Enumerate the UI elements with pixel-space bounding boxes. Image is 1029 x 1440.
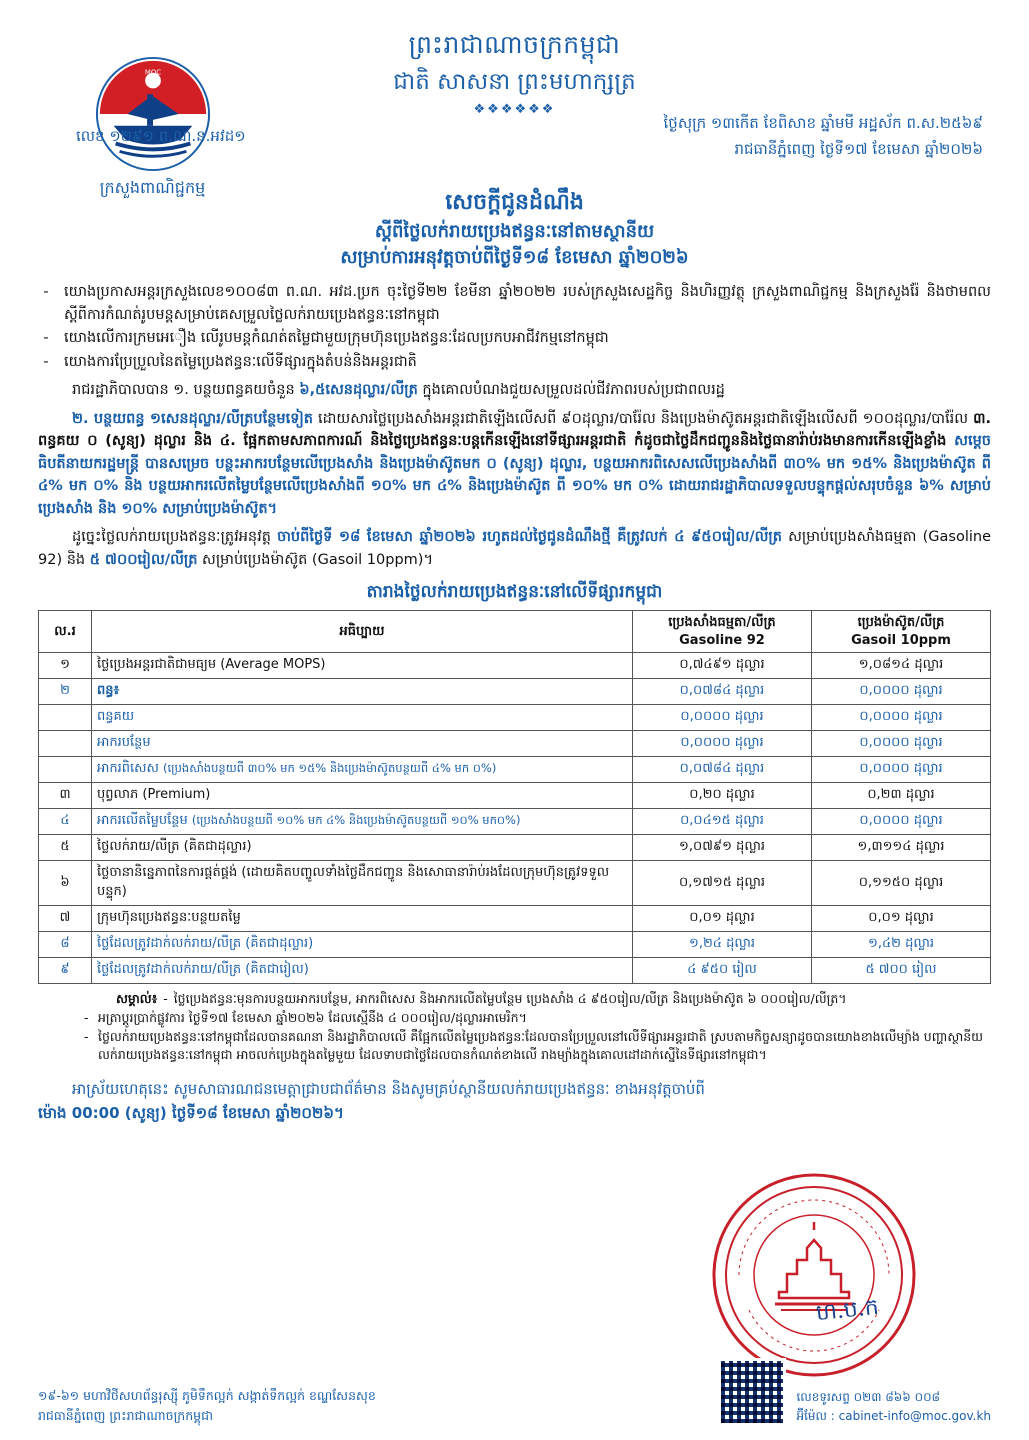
p2-highlight-a: ២. បន្ថយពន្ធ ១សេនដុល្លារ/លីត្របន្ថែមទៀត xyxy=(72,410,313,427)
notes-label: សម្គាល់៖ xyxy=(116,991,158,1007)
p1-mid: ក្នុងគោលបំណងជួយសម្រួលដល់ជីវភាពរបស់ប្រជាពលរដ្ឋ xyxy=(417,382,725,399)
p3-gasoil-price: ៥ ៧០០រៀល/លីត្រ xyxy=(89,551,198,568)
footer-address xyxy=(38,1386,376,1426)
row-v1: ០,០៧៨៤ ដុល្លារ xyxy=(633,757,812,783)
footer-contact xyxy=(718,1358,991,1426)
row-no: ៦ xyxy=(39,861,92,906)
row-v2: ០,០១ ដុល្លារ xyxy=(812,906,991,932)
row-desc-main: ថ្លៃដែលត្រូវដាក់លក់រាយ/លីត្រ (គិតជាដុល្លារ) xyxy=(97,936,314,952)
date-khmer-calendar: ថ្ងៃសុក្រ ១៣កើត ខែពិសាខ ឆ្នាំមមី អដ្ឋស័ក ព.ស.២៥៦៩ xyxy=(663,114,983,133)
date-block xyxy=(664,111,983,162)
row-no: ៩ xyxy=(39,958,92,984)
table-row xyxy=(39,783,991,809)
reference-number: លេខ ១២៩១ ព.ណ.ន.អវដ១ xyxy=(76,127,246,146)
row-no: ៥ xyxy=(39,835,92,861)
row-no: ៤ xyxy=(39,809,92,835)
p2-text-b: ដោយសារថ្លៃប្រេងសាំងអន្តរជាតិឡើងលើសពី ៩០ដុល្លារ/បារ៉ែល និងប្រេងម៉ាស៊ូតអន្តរជាតិឡើងលើសពី ១០០ដុល្លារ/បារ៉ែល xyxy=(312,410,974,427)
row-v1: ០,៧៤៩១ ដុល្លារ xyxy=(633,653,812,679)
row-desc-main: អាករបន្ថែម xyxy=(97,735,151,751)
reference-date-row xyxy=(38,114,991,181)
row-v2: ០,០០០០ ដុល្លារ xyxy=(812,809,991,835)
reference-bullet-2: យោងលើការក្រមអេឿង លើរូបមន្តកំណត់តម្លៃជាមួយក្រុមហ៊ុនប្រេងឥន្ធនៈដែលប្រកបអាជីវកម្មនៅកម្ពុជា xyxy=(64,330,609,347)
paragraph-3 xyxy=(38,526,991,571)
table-row xyxy=(39,958,991,984)
ornament-divider: ❖❖❖❖❖❖ xyxy=(473,102,556,118)
row-v2: ០,១១៥០ ដុល្លារ xyxy=(812,861,991,906)
p1-value: ៦,៥សេនដុល្លារ/លីត្រ xyxy=(299,382,418,399)
row-desc-main: ថ្លៃលក់រាយ/លីត្រ (គិតជាដុល្លារ) xyxy=(97,839,252,855)
th-no: ល.រ xyxy=(39,611,92,653)
row-no: ៣ xyxy=(39,783,92,809)
table-row xyxy=(39,835,991,861)
row-v2: ៥ ៧០០ រៀល xyxy=(812,958,991,984)
row-desc xyxy=(92,958,633,984)
row-desc xyxy=(92,906,633,932)
footer-phone: លេខទូរសព្ទ ០២៣ ៨៦៦ ០០៨ xyxy=(796,1389,941,1404)
footer-email: អ៊ីម៉ែល : cabinet-info@moc.gov.kh xyxy=(796,1408,991,1423)
row-v1: ៤ ៩៥០ រៀល xyxy=(633,958,812,984)
closing-line-2: ម៉ោង 00:00 (សូន្យ) ថ្ងៃទី១៨ ខែមេសា ឆ្នាំ២០២៦។ xyxy=(38,1104,344,1123)
table-row xyxy=(39,757,991,783)
note-dash: - xyxy=(84,1028,89,1044)
table-row xyxy=(39,731,991,757)
bullet-dash: - xyxy=(43,353,49,370)
row-desc-main: បុព្វលាភ (Premium) xyxy=(97,787,211,803)
row-desc xyxy=(92,783,633,809)
row-desc-main: ថ្លៃប្រេងអន្តរជាតិជាមធ្យម (Average MOPS) xyxy=(97,657,326,673)
list-item xyxy=(38,327,991,349)
row-v2: ១,០៨១៤ ដុល្លារ xyxy=(812,653,991,679)
table-row xyxy=(39,932,991,958)
p2-decision: សម្ដេចធិបតីនាយករដ្ឋមន្ត្រី បានសម្រេច បន្ថះអាករបន្ថែមលើប្រេងសាំង និងប្រេងម៉ាស៊ូតមក ០ (សូន្យ) ដុល្លារ, បន្ថយអាករពិសេសលើប្រេងសាំងពី ៣០% មក ១៥% និងប្រេងម៉ាស៊ូត ពី ៤% មក ០% និង បន្ថយអាករលើតម្លៃបន្ថែមលើប្រេងសាំងពី ១០% មក ៤% និងប្រេងម៉ាស៊ូត ពី ១០% មក ០% ដោយរាជរដ្ឋាភិបាលទទួលបន្ទុកផ្ដល់សរុបចំនួន ៦% សម្រាប់ប្រេងសាំង និង ១០% សម្រាប់ប្រេងម៉ាស៊ូត។ xyxy=(38,433,991,517)
th-gasoline92-en: Gasoline 92 xyxy=(679,632,765,648)
row-no: ៨ xyxy=(39,932,92,958)
footer xyxy=(38,1358,991,1426)
row-no: ៧ xyxy=(39,906,92,932)
row-desc-main: ពន្ធ៖ xyxy=(97,683,120,699)
row-no xyxy=(39,757,92,783)
note-dash: - xyxy=(163,991,168,1007)
row-v1: ០,២០ ដុល្លារ xyxy=(633,783,812,809)
note-item-2: អត្រាប្តូរប្រាក់ផ្លូវការ ថ្ងៃទី១៧ ខែមេសា ឆ្នាំ២០២៦ ដែលស្មើនឹង ៤ ០០០រៀល/ដុល្លារអាមេរិក។ xyxy=(98,1009,527,1025)
row-desc-sub: (ប្រេងសាំងបន្ថយពី ១០% មក ៤% និងប្រេងម៉ាស៊ូតបន្ថយពី ១០% មក០%) xyxy=(191,813,521,828)
row-v2: ១,៤២ ដុល្លារ xyxy=(812,932,991,958)
list-item xyxy=(38,281,991,326)
bullet-dash: - xyxy=(43,284,49,301)
row-v1: ០,០១ ដុល្លារ xyxy=(633,906,812,932)
paragraph-2 xyxy=(38,408,991,520)
row-v2: ១,៣១១៤ ដុល្លារ xyxy=(812,835,991,861)
row-v2: ០,០០០០ ដុល្លារ xyxy=(812,731,991,757)
row-v1: ១,០៧៩១ ដុល្លារ xyxy=(633,835,812,861)
date-gregorian: រាជធានីភ្នំពេញ ថ្ងៃទី១៧ ខែមេសា ឆ្នាំ២០២៦ xyxy=(734,139,983,158)
kingdom-line-2: ជាតិ សាសនា ព្រះមហាក្សត្រ xyxy=(393,68,636,95)
price-table xyxy=(38,610,991,984)
note-line xyxy=(84,1009,991,1028)
closing-line-1: អាស្រ័យហេតុនេះ សូមសាធារណជនមេត្តាជ្រាបជាព័ត៌មាន និងសូមគ្រប់ស្ថានីយលក់រាយប្រេងឥន្ធនៈ ខាងអនុវត្តចាប់ពី xyxy=(72,1080,705,1099)
row-v1: ០,០៤១៥ ដុល្លារ xyxy=(633,809,812,835)
table-row xyxy=(39,861,991,906)
row-desc-main: ថ្លៃដែលត្រូវដាក់លក់រាយ/លីត្រ (គិតជារៀល) xyxy=(97,962,309,978)
th-description: អធិប្បាយ xyxy=(92,611,633,653)
p3-end: សម្រាប់ប្រេងម៉ាស៊ូត (Gasoil 10ppm)។ xyxy=(197,551,434,568)
note-dash: - xyxy=(84,1009,89,1025)
table-header-row xyxy=(39,611,991,653)
subtitle-1: ស្ដីពីថ្លៃលក់រាយប្រេងឥន្ធនៈនៅតាមស្ថានីយ xyxy=(374,221,655,243)
note-line xyxy=(84,1028,991,1066)
row-desc-main: អាករលើតម្លៃបន្ថែម xyxy=(97,813,192,829)
row-no: ១ xyxy=(39,653,92,679)
row-v1: ១,២៤ ដុល្លារ xyxy=(633,932,812,958)
ministry-name: ក្រសួងពាណិជ្ជកម្ម xyxy=(99,178,206,197)
row-v2: ០,០០០០ ដុល្លារ xyxy=(812,679,991,705)
row-no xyxy=(39,705,92,731)
row-desc xyxy=(92,861,633,906)
row-desc xyxy=(92,731,633,757)
list-item xyxy=(38,351,991,373)
row-desc xyxy=(92,757,633,783)
bullet-dash: - xyxy=(43,330,49,347)
p2-text-c: ៣. ពន្ធគយ ០ (សូន្យ) ដុល្លារ និង ៤. ផ្អែកតាមសភាពការណ៍ និងថ្លៃប្រេងឥន្ធនៈបន្តកើនឡើងនៅទីផ្សារអន្តរជាតិ កំដូចជាថ្លៃដឹកជញ្ជូននិងថ្លៃធានារ៉ាប់រងមានការកើនឡើងខ្លាំង xyxy=(38,410,991,450)
p1-pre: រាជរដ្ឋាភិបាលបាន ១. បន្ថយពន្ធគយចំនួន xyxy=(72,382,300,399)
subtitle-2: សម្រាប់ការអនុវត្តចាប់ពីថ្ងៃទី១៨ ខែមេសា ឆ្នាំ២០២៦ xyxy=(340,247,689,269)
row-desc-main: ថ្លៃចានានិន្នេភាពនៃការផ្គត់ផ្គង់ (ដោយគិតបញ្ចូលទាំងថ្លៃដឹកជញ្ជូន និងសោធានារ៉ាប់រងដែលក្រុមហ៊ុនត្រូវទទួលបន្ទុក) xyxy=(97,865,610,900)
table-row xyxy=(39,809,991,835)
th-gasoline92 xyxy=(633,611,812,653)
table-row xyxy=(39,679,991,705)
page-title: សេចក្ដីជូនដំណឹង xyxy=(445,190,584,216)
th-gasoil10ppm-en: Gasoil 10ppm xyxy=(851,632,951,648)
p3-pre: ដូច្នេះថ្លៃលក់រាយប្រេងឥន្ធនៈត្រូវអនុវត្ត xyxy=(72,529,278,546)
note-item-3: ថ្លៃលក់រាយប្រេងឥន្ធនៈនៅកម្ពុជាដែលបានគណនា និងរដ្ឋាភិបាលលើ គឺផ្អែកលើតម្លៃប្រេងឥន្ធនៈដែលបានប្រែប្រួលនៅលើទីផ្សារអន្តរជាតិ ស្របតាមកិច្ចសន្យាដូចបានយោងខាងលើម្យ៉ាង បញ្ហាស្ថានីយលក់រាយប្រេងឥន្ធនៈនៅកម្ពុជា អាចលក់ប្រេងក្នុងតម្លៃមួយ ដែលទាបជាថ្លៃដែលបានកំណត់ខាងលើ រាងម្យ៉ាងក្នុងគោលដៅដាក់ស្នើនៃទីផ្សារនៅកម្ពុជា។ xyxy=(98,1028,984,1063)
row-desc xyxy=(92,705,633,731)
row-desc xyxy=(92,835,633,861)
row-desc xyxy=(92,679,633,705)
svg-text:MOC: MOC xyxy=(144,68,161,77)
signature: ហ.ប.ក xyxy=(814,1294,880,1327)
notes-block xyxy=(38,990,991,1065)
th-gasoil10ppm xyxy=(812,611,991,653)
price-table-body xyxy=(39,653,991,984)
row-v1: ០,១៧១៥ ដុល្លារ xyxy=(633,861,812,906)
row-desc-main: ពន្ធគយ xyxy=(97,709,135,725)
table-row xyxy=(39,906,991,932)
qr-code-icon xyxy=(718,1358,786,1426)
closing-block xyxy=(38,1077,991,1125)
reference-bullet-3: យោងការប្រែប្រួលនៃតម្លៃប្រេងឥន្ធនៈលើទីផ្សារក្នុងតំបន់និងអន្តរជាតិ xyxy=(64,353,417,370)
p3-mid: សម្រាប់ប្រេងសាំងធម្មតា (Gasoline 92) និង xyxy=(38,529,991,568)
reference-bullet-1: យោងប្រកាសអន្តរក្រសួងលេខ១០០៨៣ ព.ណ. អវដ.ប្រក ចុះថ្ងៃទី២២ ខែមីនា ឆ្នាំ២០២២ របស់ក្រសួងសេដ្ឋកិច្ច និងហិរញ្ញវត្ថុ ក្រសួងពាណិជ្ជកម្ម និងក្រសួងរ៉ែ និងថាមពល ស្ដីពីការកំណត់រូបមន្តសម្រាប់គេសម្រួលថ្លៃលក់រាយប្រេងឥន្ធនៈនៅកម្ពុជា xyxy=(64,284,991,323)
th-gasoil10ppm-kh: ប្រេងម៉ាស៊ូត/លីត្រ xyxy=(857,615,945,630)
row-desc-sub: (ប្រេងសាំងបន្ថយពី ៣០% មក ១៥% និងប្រេងម៉ាស៊ូតបន្ថយពី ៤% មក ០%) xyxy=(163,761,497,776)
row-desc-main: អាករពិសេស xyxy=(97,761,164,777)
note-first-line xyxy=(38,990,991,1009)
official-stamp xyxy=(709,1170,919,1380)
body-text xyxy=(38,281,991,571)
row-desc xyxy=(92,653,633,679)
row-desc xyxy=(92,809,633,835)
table-row xyxy=(39,705,991,731)
kingdom-line-1: ព្រះរាជាណាចក្រកម្ពុជា xyxy=(408,30,621,59)
row-v1: ០,០០០០ ដុល្លារ xyxy=(633,705,812,731)
row-desc-main: ក្រុមហ៊ុនប្រេងឥន្ធនៈបន្ថយតម្លៃ xyxy=(97,910,241,926)
row-v2: ០,០០០០ ដុល្លារ xyxy=(812,757,991,783)
row-v1: ០,០០០០ ដុល្លារ xyxy=(633,731,812,757)
row-desc xyxy=(92,932,633,958)
note-item-1: ថ្លៃប្រេងឥន្ធនៈមុនការបន្ថយអាករបន្ថែម, អាករពិសេស និងអាករលើតម្លៃបន្ថែម ប្រេងសាំង ៤ ៩៥០រៀល/លីត្រ និងប្រេងម៉ាស៊ូត ៦ ០០០រៀល/លីត្រ។ xyxy=(173,991,847,1007)
footer-address-line-2: រាជធានីភ្នំពេញ ព្រះរាជាណាចក្រកម្ពុជា xyxy=(38,1408,213,1423)
row-v2: ០,២៣ ដុល្លារ xyxy=(812,783,991,809)
row-no: ២ xyxy=(39,679,92,705)
row-no xyxy=(39,731,92,757)
th-gasoline92-kh: ប្រេងសាំងធម្មតា/លីត្រ xyxy=(668,615,776,630)
row-v2: ០,០០០០ ដុល្លារ xyxy=(812,705,991,731)
row-v1: ០,០៧៨៤ ដុល្លារ xyxy=(633,679,812,705)
table-title: តារាងថ្លៃលក់រាយប្រេងឥន្ធនៈនៅលើទីផ្សារកម្ពុជា xyxy=(366,582,663,602)
table-row xyxy=(39,653,991,679)
paragraph-1 xyxy=(38,379,991,401)
footer-address-line-1: ១៩-៦១ មហាវិថីសហព័ន្ធរុស្ស៊ី ភូមិទឹកល្អក់ សង្កាត់ទឹកល្អក់ ខណ្ឌសែនសុខ xyxy=(38,1388,376,1403)
p3-effective-price: ចាប់ពីថ្ងៃទី ១៨ ខែមេសា ឆ្នាំ២០២៦ រហូតដល់ថ្ងៃជូនដំណឹងថ្មី គឺត្រូវលក់ ៤ ៩៥០រៀល/លីត្រ xyxy=(277,529,782,546)
footer-contact-text xyxy=(796,1388,991,1426)
